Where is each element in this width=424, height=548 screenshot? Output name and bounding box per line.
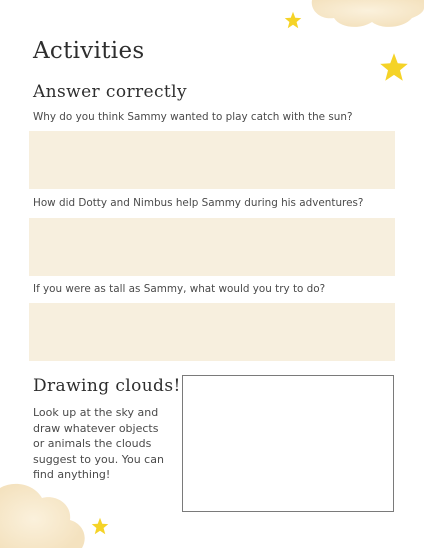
drawing-instructions: Look up at the sky and draw whatever objects or animals the clouds suggest to you. You can find anything!: [33, 406, 164, 481]
answer-box[interactable]: [29, 131, 395, 189]
cloud-top-right-icon: [300, 0, 424, 30]
question-text: How did Dotty and Nimbus help Sammy during his adventures?: [33, 197, 364, 209]
page-title: Activities: [33, 38, 145, 64]
answer-box[interactable]: [29, 218, 395, 276]
question-text: If you were as tall as Sammy, what would you try to do?: [33, 283, 326, 295]
answer-section-heading: Answer correctly: [33, 82, 187, 102]
star-icon: [379, 52, 409, 82]
cloud-bottom-left-icon: [0, 478, 90, 548]
drawing-section-heading: Drawing clouds!: [33, 376, 181, 396]
answer-box[interactable]: [29, 303, 395, 361]
drawing-box[interactable]: [182, 375, 394, 512]
question-text: Why do you think Sammy wanted to play catch with the sun?: [33, 111, 353, 123]
star-icon: [284, 11, 302, 29]
star-icon: [91, 517, 109, 535]
